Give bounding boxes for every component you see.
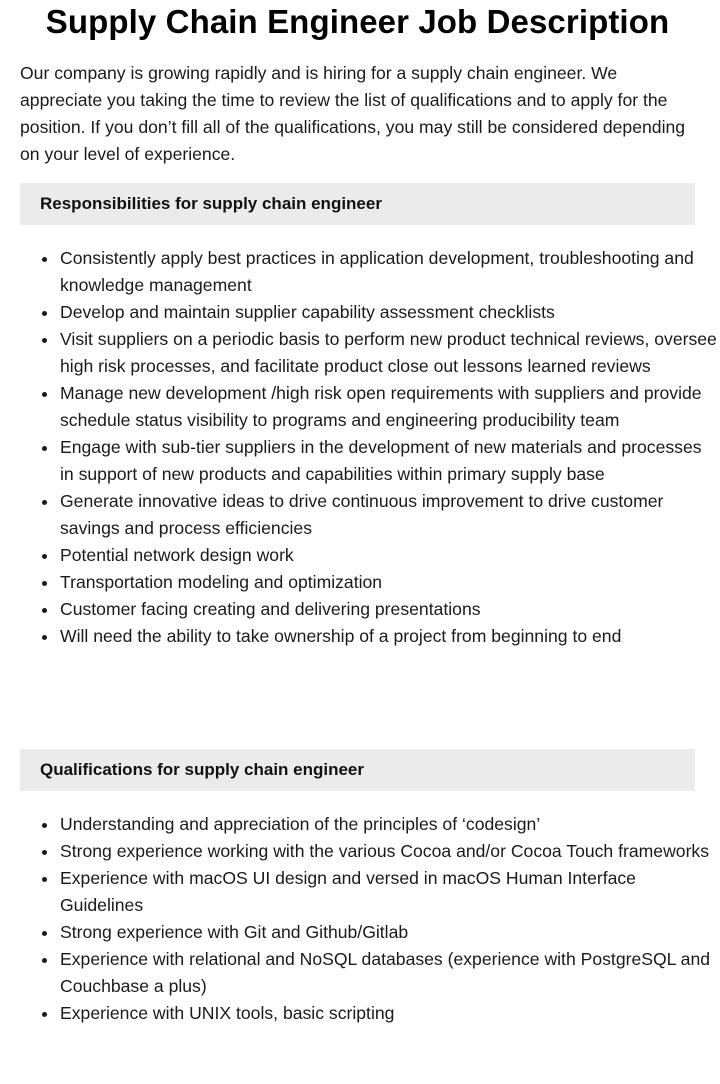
list-item: Experience with relational and NoSQL databases (experience with PostgreSQL and Couchbase a plus) (60, 946, 720, 1000)
list-item: Understanding and appreciation of the principles of ‘codesign’ (60, 811, 720, 838)
bullet-icon (42, 877, 47, 882)
bullet-icon (42, 257, 47, 262)
bullet-icon (42, 311, 47, 316)
intro-paragraph: Our company is growing rapidly and is hiring for a supply chain engineer. We appreciate you taking the time to review the list of qualifications and to apply for the position. If you don’t fill all of the qualifications, you may still be considered depending on your level of experience. (20, 63, 686, 164)
list-item: Experience with macOS UI design and versed in macOS Human Interface Guidelines (60, 865, 720, 919)
list-item: Customer facing creating and delivering presentations (60, 596, 720, 623)
bullet-icon (42, 958, 47, 963)
bullet-icon (42, 554, 47, 559)
list-item: Strong experience working with the various Cocoa and/or Cocoa Touch frameworks (60, 838, 720, 865)
list-item: Engage with sub-tier suppliers in the development of new materials and processes in support of new products and capabilities within primary supply base (60, 434, 720, 488)
list-item: Will need the ability to take ownership of a project from beginning to end (60, 623, 720, 650)
qualifications-heading: Qualifications for supply chain engineer (40, 760, 365, 779)
bullet-icon (42, 392, 47, 397)
list-item: Generate innovative ideas to drive continuous improvement to drive customer savings and process efficiencies (60, 488, 720, 542)
page-title: Supply Chain Engineer Job Description (45, 3, 670, 40)
qualifications-list (20, 811, 720, 1027)
bullet-icon (42, 1012, 47, 1017)
responsibilities-heading: Responsibilities for supply chain engineer (40, 194, 382, 213)
bullet-icon (42, 823, 47, 828)
bullet-icon (42, 500, 47, 505)
list-item: Transportation modeling and optimization (60, 569, 720, 596)
bullet-icon (42, 850, 47, 855)
responsibilities-list (20, 245, 720, 650)
list-item: Develop and maintain supplier capability assessment checklists (60, 299, 720, 326)
bullet-icon (42, 581, 47, 586)
list-item: Visit suppliers on a periodic basis to perform new product technical reviews, oversee high risk processes, and facilitate product close out lessons learned reviews (60, 326, 720, 380)
list-item: Experience with UNIX tools, basic scripting (60, 1000, 720, 1027)
responsibilities-header (20, 183, 695, 225)
list-item: Manage new development /high risk open requirements with suppliers and provide schedule status visibility to programs and engineering producibility team (60, 380, 720, 434)
bullet-icon (42, 446, 47, 451)
bullet-icon (42, 338, 47, 343)
qualifications-header (20, 749, 695, 791)
bullet-icon (42, 635, 47, 640)
bullet-icon (42, 931, 47, 936)
list-item: Consistently apply best practices in application development, troubleshooting and knowledge management (60, 245, 720, 299)
list-item: Strong experience with Git and Github/Gitlab (60, 919, 720, 946)
bullet-icon (42, 608, 47, 613)
list-item: Potential network design work (60, 542, 720, 569)
